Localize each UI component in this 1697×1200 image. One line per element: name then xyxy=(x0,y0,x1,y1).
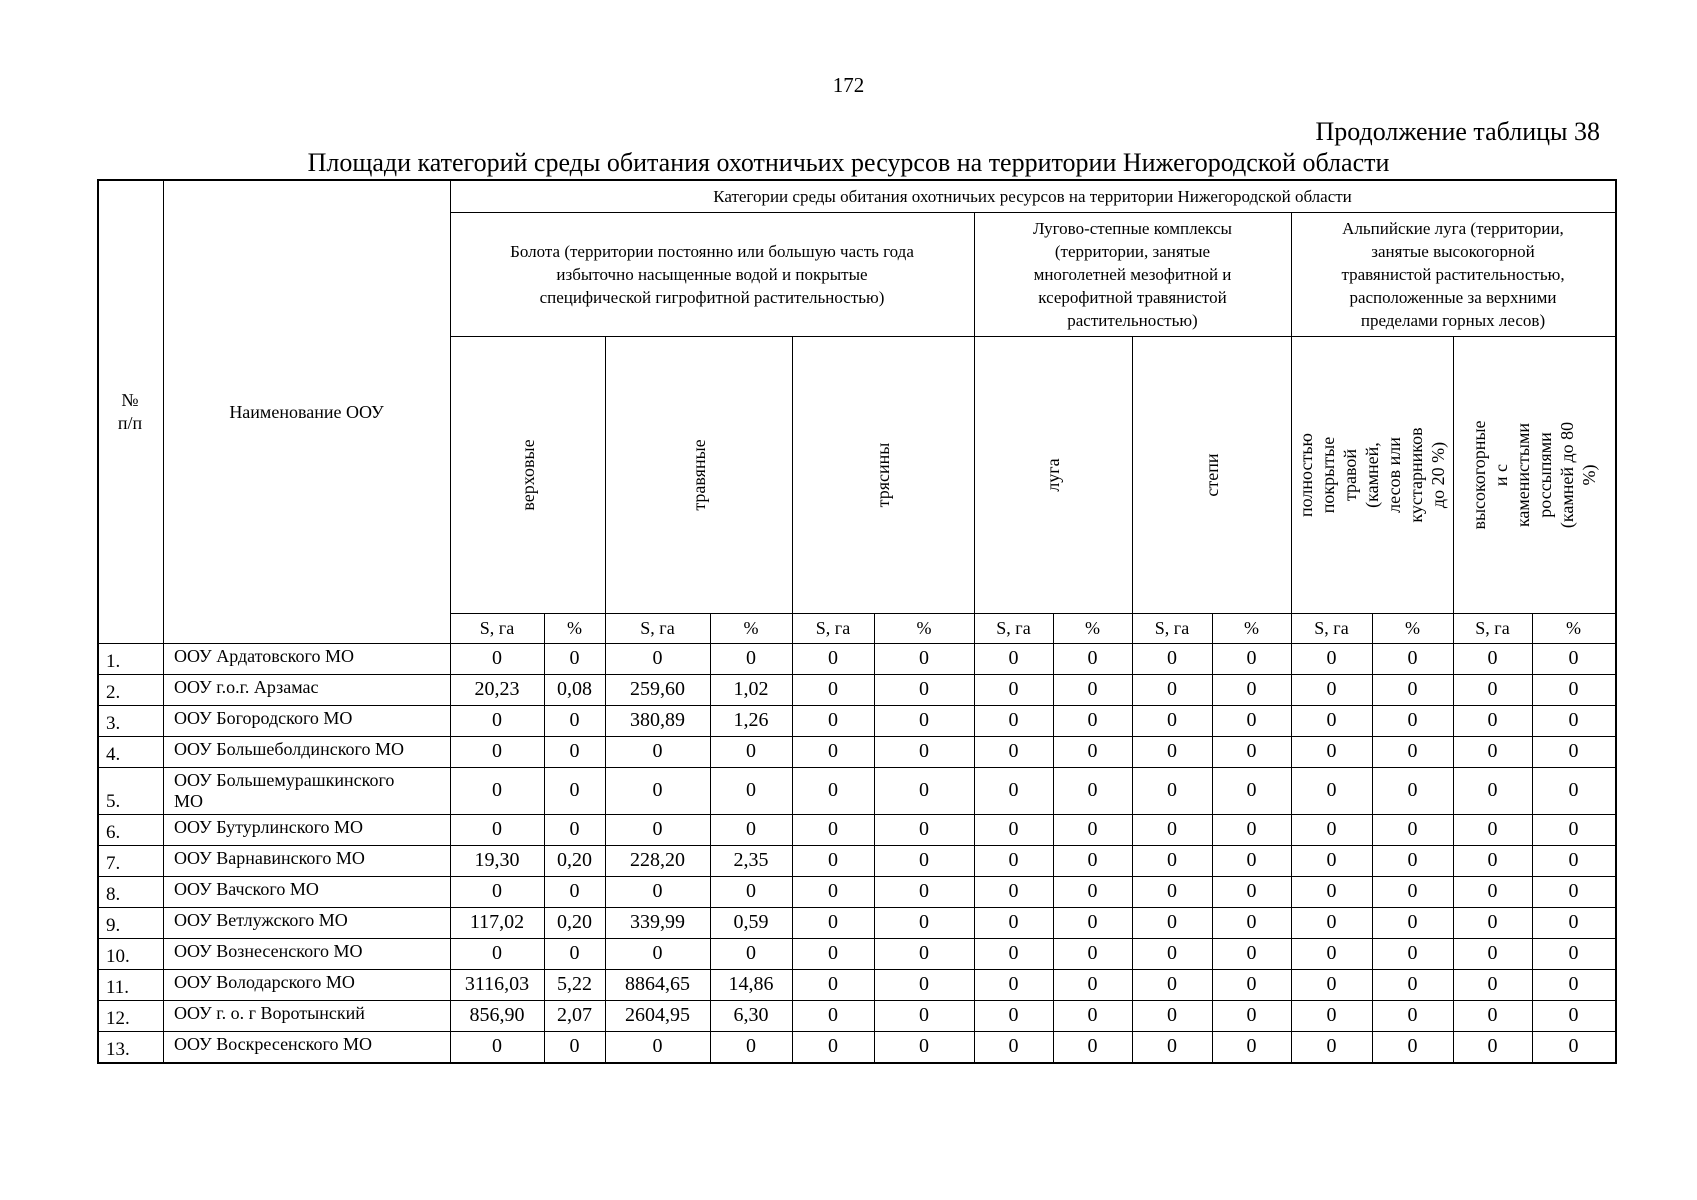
row-number: 1. xyxy=(106,651,121,672)
row-value: 0 xyxy=(1568,779,1579,801)
row-value: 0 xyxy=(1246,740,1257,762)
row-value: 0 xyxy=(1326,1035,1337,1057)
row-value: 0 xyxy=(919,678,929,700)
row-number: 7. xyxy=(106,853,121,874)
row-value: 0 xyxy=(919,849,929,871)
header-sub-meadows-label: луга xyxy=(1043,457,1063,492)
row-value: 0 xyxy=(1568,973,1579,995)
row-value: 0 xyxy=(1407,818,1418,840)
row-value: 0 xyxy=(492,1035,502,1057)
row-value: 0 xyxy=(746,647,756,669)
row-value: 0 xyxy=(1087,880,1098,902)
row-value: 0 xyxy=(1008,709,1019,731)
row-value: 0 xyxy=(1246,911,1257,933)
row-value: 0 xyxy=(1087,942,1098,964)
row-value: 0 xyxy=(1568,647,1579,669)
row-name: ООУ Володарского МО xyxy=(174,972,355,992)
row-value: 117,02 xyxy=(469,911,525,933)
row-value: 0 xyxy=(1487,779,1498,801)
row-value: 0 xyxy=(919,740,929,762)
row-value: 2,35 xyxy=(733,849,769,871)
row-value: 0 xyxy=(1008,911,1019,933)
row-value: 0 xyxy=(652,740,663,762)
row-value: 0 xyxy=(652,942,663,964)
row-value: 0 xyxy=(1008,647,1019,669)
row-number: 12. xyxy=(106,1008,130,1029)
header-unit-area: S, га xyxy=(1154,617,1190,638)
row-value: 0 xyxy=(1087,740,1098,762)
header-sub-raised-bogs xyxy=(450,336,605,613)
row-value: 380,89 xyxy=(630,709,685,731)
header-unit-percent: % xyxy=(916,617,932,638)
table-continuation-label: Продолжение таблицы 38 xyxy=(1315,117,1600,146)
row-value: 0 xyxy=(492,779,502,801)
header-sub-grass-covered-label: полностью покрытые травой (камней, лесов или кустарников до 20 %) xyxy=(1296,426,1448,523)
row-value: 2604,95 xyxy=(625,1004,690,1026)
header-sub-highland-scree xyxy=(1453,336,1615,613)
row-value: 0 xyxy=(1487,880,1498,902)
row-value: 0 xyxy=(492,942,502,964)
row-value: 0 xyxy=(828,880,838,902)
row-name: ООУ Богородского МО xyxy=(174,708,353,728)
row-number: 3. xyxy=(106,713,121,734)
row-value: 0 xyxy=(1087,1035,1098,1057)
row-value: 0 xyxy=(1008,818,1019,840)
row-value: 0 xyxy=(828,647,838,669)
row-value: 0 xyxy=(1487,942,1498,964)
header-unit-percent: % xyxy=(1085,617,1100,638)
row-number: 2. xyxy=(106,682,121,703)
row-value: 228,20 xyxy=(630,849,685,871)
header-sub-steppes xyxy=(1132,336,1291,613)
row-value: 5,22 xyxy=(557,973,592,995)
row-value: 0 xyxy=(1568,911,1579,933)
row-value: 0 xyxy=(1087,973,1098,995)
row-value: 0 xyxy=(1487,647,1498,669)
row-value: 0 xyxy=(1087,1004,1098,1026)
row-value: 0 xyxy=(919,709,929,731)
row-value: 0 xyxy=(1568,880,1579,902)
header-group-meadow-steppe: Лугово-степные комплексы (территории, занятые многолетней мезофитной и ксерофитной травянистой растительностью) xyxy=(1033,218,1232,330)
header-unit-percent: % xyxy=(1405,617,1420,638)
row-value: 0 xyxy=(828,709,838,731)
row-value: 0 xyxy=(1326,818,1337,840)
row-name: ООУ Варнавинского МО xyxy=(174,848,365,868)
header-top-group: Категории среды обитания охотничьих ресурсов на территории Нижегородской области xyxy=(713,187,1352,206)
row-value: 0 xyxy=(1167,880,1177,902)
row-value: 0 xyxy=(1487,709,1498,731)
row-name: ООУ Воскресенского МО xyxy=(174,1034,372,1054)
row-name: ООУ Большемурашкинского МО xyxy=(174,770,395,811)
row-value: 0 xyxy=(1008,973,1019,995)
row-value: 0 xyxy=(1407,709,1418,731)
row-value: 0 xyxy=(746,1035,756,1057)
header-sub-quagmires-label: трясины xyxy=(873,442,893,507)
row-value: 0 xyxy=(1167,973,1177,995)
row-value: 0 xyxy=(1008,1004,1019,1026)
row-value: 8864,65 xyxy=(625,973,690,995)
row-value: 0 xyxy=(652,880,663,902)
row-value: 0 xyxy=(1326,880,1337,902)
row-value: 0 xyxy=(919,647,929,669)
row-value: 0 xyxy=(1246,942,1257,964)
row-value: 0 xyxy=(1246,973,1257,995)
row-value: 0 xyxy=(1008,779,1019,801)
row-value: 0 xyxy=(746,942,756,964)
header-unit-area: S, га xyxy=(1475,617,1510,638)
row-value: 0 xyxy=(1407,678,1418,700)
row-value: 0 xyxy=(1167,849,1177,871)
row-value: 0 xyxy=(1246,849,1257,871)
row-value: 20,23 xyxy=(474,678,520,700)
row-value: 0 xyxy=(1407,1004,1418,1026)
row-value: 0 xyxy=(1487,678,1498,700)
header-sub-steppes-label: степи xyxy=(1201,452,1222,497)
header-sub-highland-scree-label: высокогорные и с каменистыми россыпями (камней до 80 %) xyxy=(1469,419,1599,530)
header-number: № п/п xyxy=(117,390,143,433)
row-value: 1,26 xyxy=(733,709,769,731)
row-value: 0 xyxy=(1008,740,1019,762)
header-group-alpine: Альпийские луга (территории, занятые высокогорной травянистой растительностью, расположенные за верхними пределами горных лесов) xyxy=(1341,218,1565,330)
row-value: 0 xyxy=(828,1035,838,1057)
row-name: ООУ г. о. г Воротынский xyxy=(174,1003,365,1023)
row-value: 0 xyxy=(746,779,756,801)
row-value: 0 xyxy=(1407,849,1418,871)
row-value: 1,02 xyxy=(733,678,769,700)
row-value: 0 xyxy=(1326,911,1337,933)
row-value: 0 xyxy=(1407,779,1418,801)
row-value: 0 xyxy=(1487,740,1498,762)
row-value: 0 xyxy=(1008,1035,1019,1057)
row-value: 0 xyxy=(569,942,580,964)
row-value: 0 xyxy=(1407,740,1418,762)
row-value: 14,86 xyxy=(728,973,774,995)
row-value: 0 xyxy=(1568,678,1579,700)
row-number: 10. xyxy=(106,946,130,967)
row-value: 0 xyxy=(1167,1035,1177,1057)
row-value: 0 xyxy=(1407,942,1418,964)
row-value: 0 xyxy=(1246,647,1257,669)
row-value: 0 xyxy=(1246,779,1257,801)
row-value: 0 xyxy=(1167,678,1177,700)
row-value: 0 xyxy=(492,740,502,762)
row-number: 4. xyxy=(106,744,121,765)
row-value: 0 xyxy=(1167,740,1177,762)
row-name: ООУ Большеболдинского МО xyxy=(174,739,404,759)
row-value: 0,20 xyxy=(557,849,592,871)
row-value: 0,20 xyxy=(557,911,592,933)
header-unit-percent: % xyxy=(1566,617,1581,638)
row-value: 0 xyxy=(1568,1035,1579,1057)
row-value: 0 xyxy=(492,647,502,669)
row-value: 0 xyxy=(1008,880,1019,902)
row-value: 0 xyxy=(1326,973,1337,995)
row-value: 0,59 xyxy=(733,911,769,933)
row-value: 856,90 xyxy=(469,1004,525,1026)
row-value: 0 xyxy=(652,779,663,801)
header-sub-quagmires xyxy=(792,336,974,613)
row-name: ООУ Вачского МО xyxy=(174,879,319,899)
row-value: 0 xyxy=(919,779,929,801)
row-value: 0 xyxy=(746,880,756,902)
row-value: 0 xyxy=(1326,1004,1337,1026)
row-value: 0 xyxy=(1568,709,1579,731)
header-name: Наименование ООУ xyxy=(229,401,384,422)
row-value: 0 xyxy=(1326,779,1337,801)
row-value: 0 xyxy=(1087,779,1098,801)
header-sub-grass-bogs-label: травяные xyxy=(688,438,709,511)
row-value: 0 xyxy=(1326,849,1337,871)
row-number: 11. xyxy=(106,977,130,998)
row-value: 0 xyxy=(1326,942,1337,964)
row-value: 0 xyxy=(1568,740,1579,762)
row-value: 2,07 xyxy=(557,1004,592,1026)
row-value: 0 xyxy=(919,818,929,840)
header-sub-meadows xyxy=(974,336,1132,613)
row-value: 0 xyxy=(1568,849,1579,871)
row-value: 0 xyxy=(1487,1035,1498,1057)
row-value: 0 xyxy=(569,818,580,840)
row-value: 0 xyxy=(1487,911,1498,933)
row-value: 0 xyxy=(652,1035,663,1057)
header-sub-grass-bogs xyxy=(605,336,792,613)
row-value: 0 xyxy=(1167,647,1177,669)
row-value: 0 xyxy=(828,818,838,840)
row-name: ООУ г.о.г. Арзамас xyxy=(174,677,319,697)
row-value: 0 xyxy=(492,880,502,902)
row-value: 0 xyxy=(1167,942,1177,964)
row-value: 0 xyxy=(492,709,502,731)
row-name: ООУ Бутурлинского МО xyxy=(174,817,364,837)
row-value: 0 xyxy=(1087,678,1098,700)
row-value: 0 xyxy=(569,880,580,902)
header-sub-raised-bogs-label: верховые xyxy=(517,438,538,511)
row-value: 0 xyxy=(1008,942,1019,964)
row-value: 0 xyxy=(828,911,838,933)
row-value: 0 xyxy=(1246,1004,1257,1026)
row-value: 0 xyxy=(1246,678,1257,700)
row-name: ООУ Ардатовского МО xyxy=(174,646,354,666)
row-value: 0 xyxy=(1407,880,1418,902)
row-value: 0 xyxy=(1087,849,1098,871)
header-unit-percent: % xyxy=(1244,617,1259,638)
row-value: 0 xyxy=(1326,647,1337,669)
header-sub-grass-covered xyxy=(1291,336,1453,613)
row-value: 0 xyxy=(1487,849,1498,871)
row-value: 0 xyxy=(569,647,580,669)
header-group-bogs: Болота (территории постоянно или большую часть года избыточно насыщенные водой и покрытые специфической гигрофитной растительностью) xyxy=(510,241,914,307)
table-title: Площади категорий среды обитания охотничьих ресурсов на территории Нижегородской области xyxy=(307,148,1390,177)
row-value: 0 xyxy=(919,973,929,995)
row-value: 259,60 xyxy=(630,678,685,700)
row-value: 0 xyxy=(1326,678,1337,700)
row-value: 0 xyxy=(1246,880,1257,902)
header-unit-area: S, га xyxy=(1314,617,1349,638)
header-unit-area: S, га xyxy=(479,617,515,638)
row-value: 0 xyxy=(828,973,838,995)
row-value: 3116,03 xyxy=(464,973,530,995)
header-unit-area: S, га xyxy=(996,617,1031,638)
row-number: 13. xyxy=(106,1039,130,1060)
row-value: 0 xyxy=(828,779,838,801)
row-value: 0 xyxy=(1246,818,1257,840)
row-value: 0 xyxy=(1407,973,1418,995)
header-unit-area: S, га xyxy=(640,617,675,638)
row-value: 0 xyxy=(1167,709,1177,731)
row-number: 8. xyxy=(106,884,121,905)
header-unit-percent: % xyxy=(567,617,582,638)
row-value: 0 xyxy=(569,1035,580,1057)
row-value: 0 xyxy=(1167,1004,1177,1026)
row-value: 0 xyxy=(828,678,838,700)
row-number: 5. xyxy=(106,791,121,812)
row-value: 0 xyxy=(569,779,580,801)
row-value: 0 xyxy=(828,849,838,871)
row-value: 0 xyxy=(828,1004,838,1026)
row-value: 0 xyxy=(1087,911,1098,933)
header-unit-percent: % xyxy=(743,617,759,638)
row-value: 0 xyxy=(919,1004,929,1026)
page-number: 172 xyxy=(832,73,865,97)
row-value: 0 xyxy=(828,740,838,762)
row-number: 9. xyxy=(106,915,121,936)
row-value: 0 xyxy=(1487,1004,1498,1026)
row-value: 0 xyxy=(919,1035,929,1057)
row-value: 0 xyxy=(1246,709,1257,731)
row-value: 0 xyxy=(1568,1004,1579,1026)
row-value: 0 xyxy=(1087,647,1098,669)
row-value: 0 xyxy=(1167,818,1177,840)
row-value: 0 xyxy=(1487,973,1498,995)
row-value: 19,30 xyxy=(474,849,520,871)
row-value: 0 xyxy=(1487,818,1498,840)
row-number: 6. xyxy=(106,822,121,843)
row-value: 0 xyxy=(1008,678,1019,700)
row-value: 0 xyxy=(919,880,929,902)
row-value: 0 xyxy=(746,740,756,762)
row-name: ООУ Ветлужского МО xyxy=(174,910,348,930)
row-value: 0 xyxy=(828,942,838,964)
row-name: ООУ Вознесенского МО xyxy=(174,941,363,961)
row-value: 0 xyxy=(1087,818,1098,840)
row-value: 0 xyxy=(1407,911,1418,933)
row-value: 0 xyxy=(1568,942,1579,964)
header-unit-area: S, га xyxy=(815,617,851,638)
row-value: 6,30 xyxy=(733,1004,769,1026)
row-value: 0 xyxy=(1326,709,1337,731)
row-value: 0 xyxy=(492,818,502,840)
row-value: 0 xyxy=(569,740,580,762)
row-value: 0 xyxy=(652,647,663,669)
row-value: 0 xyxy=(1087,709,1098,731)
row-value: 0 xyxy=(746,818,756,840)
row-value: 0 xyxy=(1167,779,1177,801)
row-value: 0 xyxy=(919,911,929,933)
row-value: 0 xyxy=(1407,647,1418,669)
row-value: 0 xyxy=(1326,740,1337,762)
row-value: 0 xyxy=(652,818,663,840)
row-value: 0 xyxy=(1167,911,1177,933)
row-value: 339,99 xyxy=(630,911,685,933)
row-value: 0 xyxy=(1407,1035,1418,1057)
row-value: 0 xyxy=(919,942,929,964)
row-value: 0 xyxy=(569,709,580,731)
row-value: 0 xyxy=(1568,818,1579,840)
row-value: 0,08 xyxy=(557,678,592,700)
row-value: 0 xyxy=(1008,849,1019,871)
row-value: 0 xyxy=(1246,1035,1257,1057)
